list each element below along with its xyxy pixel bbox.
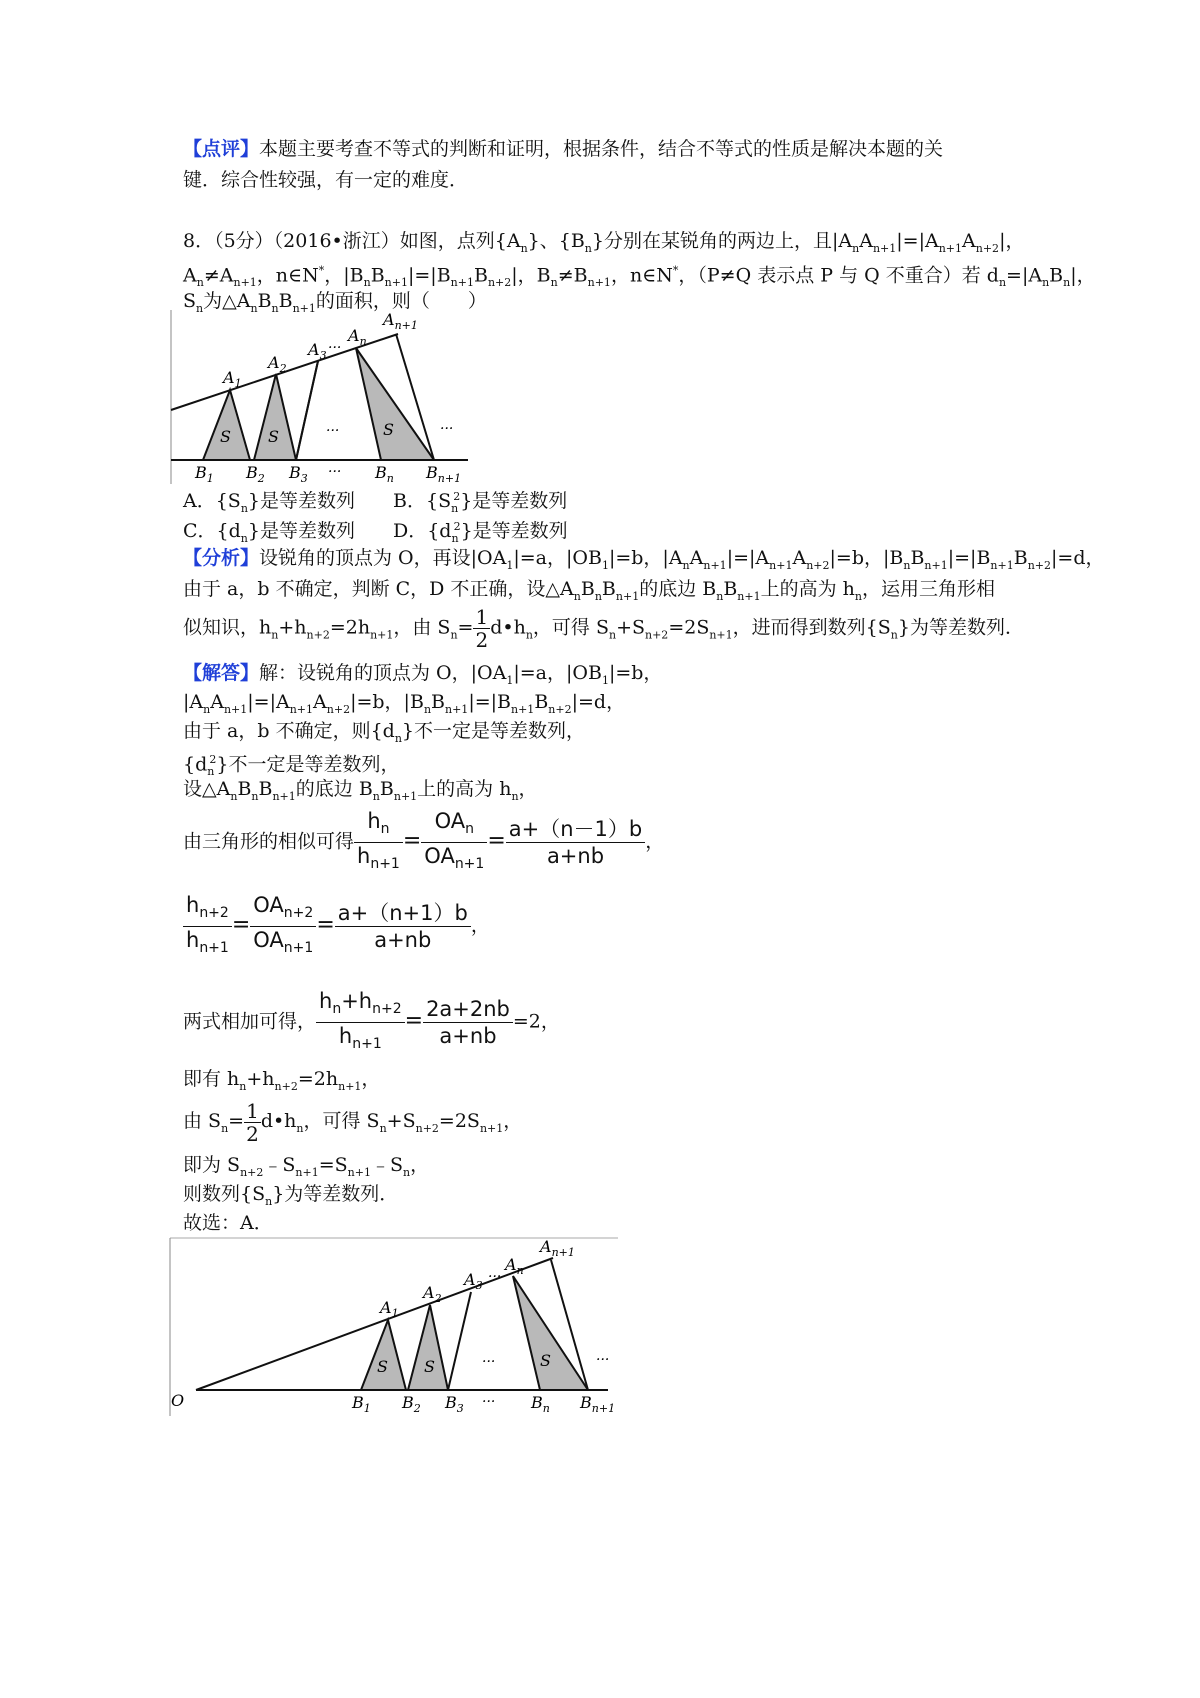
fig2-label-B2: $B_2$ [402,1393,421,1415]
option-b[interactable]: B．$\{S_n^2\}$是等差数列 [393,490,568,516]
fig2-label-An: $A_n$ [505,1255,524,1277]
fig2-label-A1: $A_1$ [380,1298,399,1320]
question-line-3: $S_n$为$\triangle A_nB_nB_{n+1}$的面积，则（ ） [183,290,487,315]
fig2-label-O: O [171,1391,185,1410]
figure-solution [168,1236,620,1418]
fig1-label-Bn1: $B_{n+1}$ [426,463,462,485]
solution-line-11: 即为 $S_{n+2}﹣S_{n+1}=S_{n+1}﹣S_n$， [183,1154,430,1179]
fraction-oa-ratio: $\frac{OA_n}{OA_{n+1}}$ [421,808,487,877]
figure-question [168,308,478,486]
option-a[interactable]: A．$\{S_n\}$是等差数列 [183,490,356,516]
fig1-label-An1: $A_{n+1}$ [383,310,418,332]
fig2-label-S3: S [540,1351,551,1370]
fig2-label-Bn1: $B_{n+1}$ [580,1393,616,1415]
fig2-label-B1: $B_1$ [352,1393,371,1415]
analysis-line-1: 【分析】设锐角的顶点为 O，再设$|OA_1|=a$，$|OB_1|=b$，$|A_nA_{n+1}|=|A_{n+1}A_{n+2}|=b$，$|B_nB_{n+1}|=|B_{n+1}B_{n+2}|=d$， [183,547,1105,572]
question-line-2: $A_n\ne A_{n+1}$，n∈N*，$|B_nB_{n+1}|=|B_{n+1}B_{n+2}|$，$B_n\ne B_{n+1}$，n∈N*，（P≠Q 表示点 P 与 Q 不重合）若 $d_n=|A_nB_n|$， [183,264,1096,290]
fig1-label-B3: $B_3$ [289,463,308,485]
fig2-dots-right: ··· [596,1352,610,1368]
fig2-label-B3: $B_3$ [445,1393,464,1415]
fig1-dots-mid: ··· [326,423,340,439]
fig1-dots-right: ··· [440,421,454,437]
solution-line-2: $|A_nA_{n+1}|=|A_{n+1}A_{n+2}|=b$，$|B_nB_{n+1}|=|B_{n+1}B_{n+2}|=d$， [183,691,626,716]
fig2-dots-top: ··· [488,1269,502,1285]
review-tag: 【点评】 [183,138,260,160]
solution-line-4: $\{d_n^2\}$不一定是等差数列， [183,753,400,779]
fig1-label-A1: $A_1$ [223,368,242,390]
fig1-label-Bn: $B_n$ [375,463,394,485]
question-line-1: 8．（5分）（2016•浙江）如图，点列$\{A_n\}$、$\{B_n\}$分别在某锐角的两边上，且$|A_nA_{n+1}|=|A_{n+1}A_{n+2}|$， [183,230,1025,255]
analysis-tag: 【分析】 [183,547,260,569]
fraction-sum: $\frac{h_n+h_{n+2}}{h_{n+1}}$ [316,988,405,1057]
fraction-ab-ratio-1: $\frac{a+(n-1)b}{a+nb}$ [506,816,645,869]
analysis-line-2: 由于 a，b 不确定，判断 C，D 不正确，设$\triangle A_nB_nB_{n+1}$的底边 $B_nB_{n+1}$上的高为 $h_n$，运用三角形相 [183,578,995,603]
review-line-2: 键．综合性较强，有一定的难度． [183,169,469,191]
fraction-h-ratio: $\frac{h_n}{h_{n+1}}$ [354,808,403,877]
fig1-label-An: $A_n$ [348,326,367,348]
fig2-label-S2: S [424,1357,435,1376]
solution-line-9: 即有 $h_n+h_{n+2}=2h_{n+1}$， [183,1068,381,1093]
fig1-dots-top: ··· [328,340,342,356]
fig1-label-S3: S [383,420,394,439]
analysis-line-3: 似知识，$h_n+h_{n+2}=2h_{n+1}$，由 $S_n=$ $\frac{1}{2}$ $d•h_n$，可得 $S_n+S_{n+2}=2S_{n+1}$，进而得到数列$\{S_n\}$为等差数列． [183,605,1024,652]
fig2-label-A2: $A_2$ [423,1283,442,1305]
option-d[interactable]: D．$\{d_n^2\}$是等差数列 [392,520,568,546]
fig1-label-B1: $B_1$ [195,463,214,485]
solution-answer: 故选：A． [183,1212,273,1234]
fraction-half-2: $\frac{1}{2}$ [246,1098,259,1146]
solution-line-12: 则数列$\{S_n\}$为等差数列． [183,1183,399,1208]
fig2-dots-mid: ··· [482,1354,496,1370]
option-c[interactable]: C．$\{d_n\}$是等差数列 [183,520,355,546]
fig2-label-An1: $A_{n+1}$ [540,1237,575,1259]
fig1-label-S1: S [220,427,231,446]
fraction-ab-ratio-2: $\frac{a+(n+1)b}{a+nb}$ [335,900,471,953]
fig1-label-S2: S [268,427,279,446]
fig2-dots-bottom: ··· [482,1394,496,1410]
fig1-label-A3: $A_3$ [308,340,327,362]
solution-line-3: 由于 a，b 不确定，则$\{d_n\}$不一定是等差数列， [183,720,586,745]
solution-line-8: 两式相加可得， $\frac{h_n+h_{n+2}}{h_{n+1}}$ = $\frac{2a+2nb}{a+nb}$ =2， [183,988,560,1057]
fig2-label-S1: S [377,1357,388,1376]
fig1-label-A2: $A_2$ [268,353,287,375]
solution-line-6: 由三角形的相似可得 $\frac{h_n}{h_{n+1}}$ = $\frac{OA_n}{OA_{n+1}}$ = $\frac{a+(n-1)b}{a+nb}$ ， [183,808,664,877]
fraction-oa2-ratio: $\frac{OA_{n+2}}{OA_{n+1}}$ [250,892,316,961]
fig2-label-Bn: $B_n$ [531,1393,550,1415]
fraction-sum-value: $\frac{2a+2nb}{a+nb}$ [423,996,513,1049]
solution-line-5: 设$\triangle A_nB_nB_{n+1}$的底边 $B_nB_{n+1}$上的高为 $h_n$， [183,778,538,803]
solution-line-7: $\frac{h_{n+2}}{h_{n+1}}$ = $\frac{OA_{n+2}}{OA_{n+1}}$ = $\frac{a+(n+1)b}{a+nb}$ ， [183,892,490,961]
fig1-dots-bottom: ··· [328,464,342,480]
fig1-label-B2: $B_2$ [246,463,265,485]
fraction-h2-ratio: $\frac{h_{n+2}}{h_{n+1}}$ [183,892,232,961]
review-line-1: 【点评】本题主要考查不等式的判断和证明，根据条件，结合不等式的性质是解决本题的关 [183,138,944,160]
fig2-label-A3: $A_3$ [464,1270,483,1292]
solution-line-1: 【解答】解：设锐角的顶点为 O，$|OA_1|=a$，$|OB_1|=b$， [183,662,663,687]
solution-tag: 【解答】 [183,662,260,684]
solution-line-10: 由 $S_n=$ $\frac{1}{2}$ $d•h_n$，可得 $S_n+S_{n+2}=2S_{n+1}$， [183,1098,523,1146]
fraction-half: $\frac{1}{2}$ [475,605,489,652]
